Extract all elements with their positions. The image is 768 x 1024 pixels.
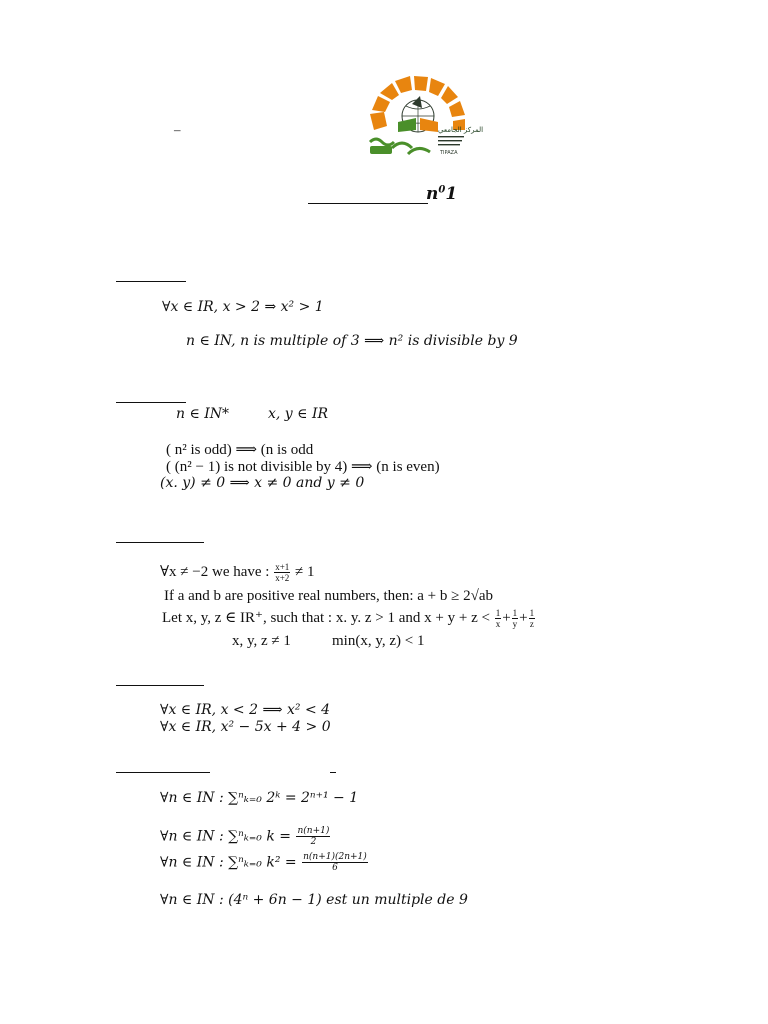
logo-text-ar: المركز الجامعي — [438, 126, 484, 134]
exercise5-line1: ∀n ∈ IN : ∑ⁿₖ₌₀ 2ᵏ = 2ⁿ⁺¹ − 1 — [160, 790, 359, 806]
exercise2-line3: ( (n² − 1) is not divisible by 4) ⟹ (n is even) — [166, 459, 440, 475]
exercise1-line1: ∀x ∈ IR, x > 2 ⇒ x² > 1 — [162, 299, 324, 315]
exercise5-frac-2: $\frac{n(n+1)(2n+1)}{6}$ — [303, 852, 367, 873]
exercise3-line4b: min(x, y, z) < 1 — [332, 633, 425, 649]
exercise3-frac-y: $\frac{1}{y}$ — [512, 608, 518, 630]
exercise3-frac-x: $\frac{1}{x}$ — [495, 608, 501, 630]
logo-city: TIPAZA — [440, 150, 458, 156]
exercise5-rule — [116, 772, 210, 773]
university-logo — [368, 74, 484, 160]
exercise4-line1: ∀x ∈ IR, x < 2 ⟹ x² < 4 — [160, 702, 331, 718]
exercise3-frac-z: $\frac{1}{z}$ — [529, 608, 535, 630]
exercise1-rule — [116, 281, 186, 282]
exercise5-dash — [330, 772, 336, 773]
exercise3-rule — [116, 542, 204, 543]
exercise2-line1b: x, y ∈ IR — [268, 406, 329, 422]
exercise4-line2: ∀x ∈ IR, x² − 5x + 4 > 0 — [160, 719, 331, 735]
exercise5-line3: ∀n ∈ IN : ∑ⁿₖ₌₀ k² = $\frac{n(n+1)(2n+1)}{6}$ — [160, 852, 367, 873]
exercise2-rule — [116, 402, 186, 403]
title-rule — [308, 203, 428, 204]
exercise5-line4: ∀n ∈ IN : (4ⁿ + 6n − 1) est un multiple de 9 — [160, 892, 468, 908]
exercise3-line2: If a and b are positive real numbers, then: a + b ≥ 2√ab — [164, 588, 493, 604]
exercise3-line1: ∀x ≠ −2 we have : $\frac{x+1}{x+2}$ ≠ 1 — [160, 562, 315, 584]
exercise2-line4: (x. y) ≠ 0 ⟹ x ≠ 0 and y ≠ 0 — [160, 475, 365, 491]
exercise3-line3: Let x, y, z ∈ IR⁺, such that : x. y. z > 1 and x + y + z < $\frac{1}{x}$ + $\frac{1}{y}$ + $\frac{1}{z}$ — [162, 608, 535, 630]
exercise4-rule — [116, 685, 204, 686]
exercise1-line2: n ∈ IN, n is multiple of 3 ⟹ n² is divisible by 9 — [186, 333, 518, 349]
sheet-title: $n^01$ — [426, 184, 458, 204]
exercise3-fraction: $\frac{x+1}{x+2}$ — [275, 562, 290, 584]
exercise5-line2: ∀n ∈ IN : ∑ⁿₖ₌₀ k = $\frac{n(n+1)}{2}$ — [160, 826, 330, 847]
exercise3-line4a: x, y, z ≠ 1 — [232, 633, 291, 649]
exercise2-line1a: n ∈ IN* — [176, 406, 230, 422]
header-dash: – — [174, 122, 181, 137]
exercise5-frac-1: $\frac{n(n+1)}{2}$ — [297, 826, 330, 847]
university-logo-icon — [368, 74, 484, 160]
exercise2-line2: ( n² is odd) ⟹ (n is odd — [166, 442, 314, 458]
